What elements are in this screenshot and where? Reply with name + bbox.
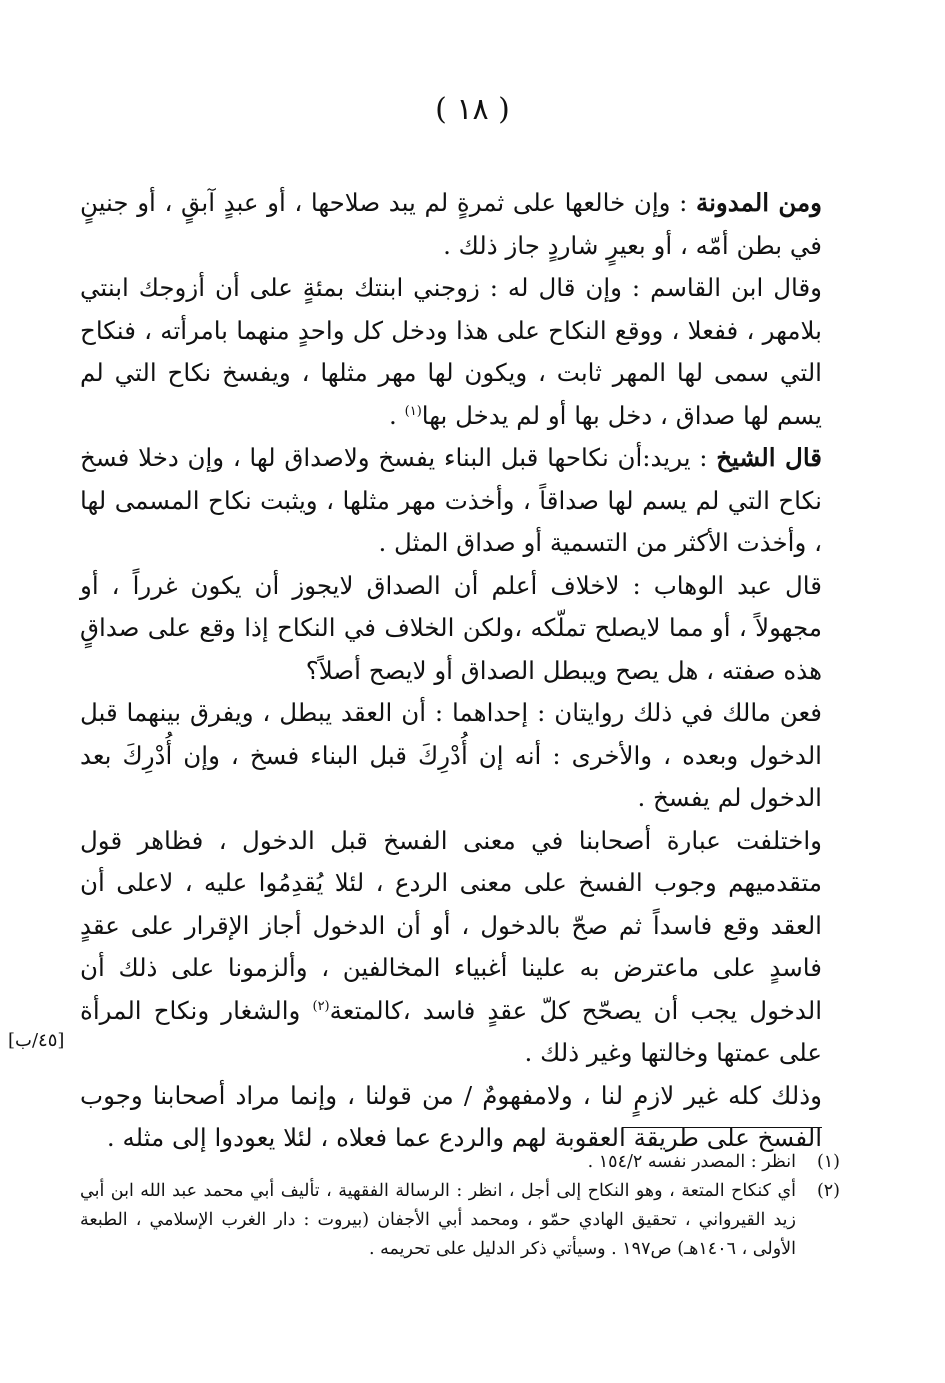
paragraph: [80, 182, 822, 267]
paragraph-tail: .: [389, 400, 405, 430]
paragraph: [80, 1075, 822, 1160]
footnote-number: (١): [816, 1152, 840, 1172]
paragraph-text: وذلك كله غير لازمٍ لنا ، ولامفهومٌ / من قولنا ، وإنما مراد أصحابنا وجوب الفسخ على طريقة العقوبة لهم والردع عما فعلاه ، لئلا يعودوا إلى مثله .: [80, 1080, 822, 1152]
footnote-divider: [622, 1127, 822, 1128]
paragraph-lead: قال الشيخ: [716, 443, 822, 472]
paragraph-text: قال عبد الوهاب : لاخلاف أعلم أن الصداق لايجوز أن يكون غرراً ، أو مجهولاً ، أو مما لايصلح تملّكه ،ولكن الخلاف في النكاح إذا وقع على صداقٍ هذه صفته ، هل يصح ويبطل الصداق أو لايصح أصلاً؟: [80, 570, 822, 685]
footnote-ref: (١): [404, 403, 422, 419]
footnote-number: (٢): [816, 1181, 840, 1201]
paragraph-text: : يريد:أن نكاحها قبل البناء يفسخ ولاصداق لها ، وإن دخلا فسخ نكاح التي لم يسم لها صداقاً ، وأخذت مهر مثلها ، ويثبت نكاح المسمى لها ، وأخذت الأكثر من التسمية أو صداق المثل .: [80, 443, 822, 557]
paragraph-text: وقال ابن القاسم : وإن قال له : زوجني ابنتك بمئةٍ على أن أزوجك ابنتي بلامهر ، ففعلا ، ووقع النكاح على هذا ودخل كل واحدٍ منهما بامرأته ، فنكاح التي سمى لها المهر ثابت ، ويكون لها مهر مثلها ، ويفسخ نكاح التي لم يسم لها صداق ، دخل بها أو لم يدخل بها: [80, 273, 822, 430]
paragraph-text: واختلفت عبارة أصحابنا في معنى الفسخ قبل الدخول ، فظاهر قول متقدميهم وجوب الفسخ على معنى الردع ، لئلا يُقدِمُوا عليه ، لاعلى أن العقد وقع فاسداً ثم صحّ بالدخول ، أو أن الدخول أجاز الإقرار على عقدٍ فاسدٍ على ماعترض به علينا أغبياء المخالفين ، وألزمونا على ذلك أن الدخول يجب أن يصحّح كلّ عقدٍ فاسد ،كالمتعة: [80, 825, 823, 1025]
paragraph-tail: والشغار ونكاح المرأة على عمتها وخالتها وغير ذلك .: [80, 995, 822, 1067]
footnote-ref: (٢): [312, 998, 330, 1014]
footnote: [80, 1148, 840, 1177]
paragraph: [80, 267, 822, 437]
footnote: [80, 1177, 840, 1264]
page-number: ( ١٨ ): [435, 92, 510, 127]
paragraph-text: : وإن خالعها على ثمرةٍ لم يبد صلاحها ، أو عبدٍ آبقٍ ، أو جنينٍ في بطن أمّه ، أو بعيرٍ شاردٍ جاز ذلك .: [80, 188, 822, 260]
paragraph-text: فعن مالك في ذلك روايتان : إحداهما : أن العقد يبطل ، ويفرق بينهما قبل الدخول وبعده ، والأخرى : أنه إن أُدْرِكَ قبل البناء فسخ ، وإن أُدْرِكَ بعد الدخول لم يفسخ .: [80, 698, 822, 812]
paragraph: [80, 437, 822, 565]
manuscript-folio-note: [٤٥/ب]: [8, 1030, 65, 1051]
main-text: [80, 182, 822, 1160]
footnote-text: أي كنكاح المتعة ، وهو النكاح إلى أجل ، انظر : الرسالة الفقهية ، تأليف أبي محمد عبد الله ابن أبي زيد القيرواني ، تحقيق الهادي حمّو ، ومحمد أبي الأجفان (بيروت : دار الغرب الإسلامي ، الطبعة الأولى ، ١٤٠٦هـ) ص١٩٧ . وسيأتي ذكر الدليل على تحريمه .: [80, 1181, 796, 1259]
paragraph: [80, 820, 822, 1075]
paragraph: [80, 692, 822, 820]
footnotes: [80, 1148, 840, 1264]
footnote-text: انظر : المصدر نفسه ١٥٤/٢ .: [587, 1152, 796, 1172]
paragraph-lead: ومن المدونة: [695, 188, 822, 217]
paragraph: [80, 565, 822, 693]
